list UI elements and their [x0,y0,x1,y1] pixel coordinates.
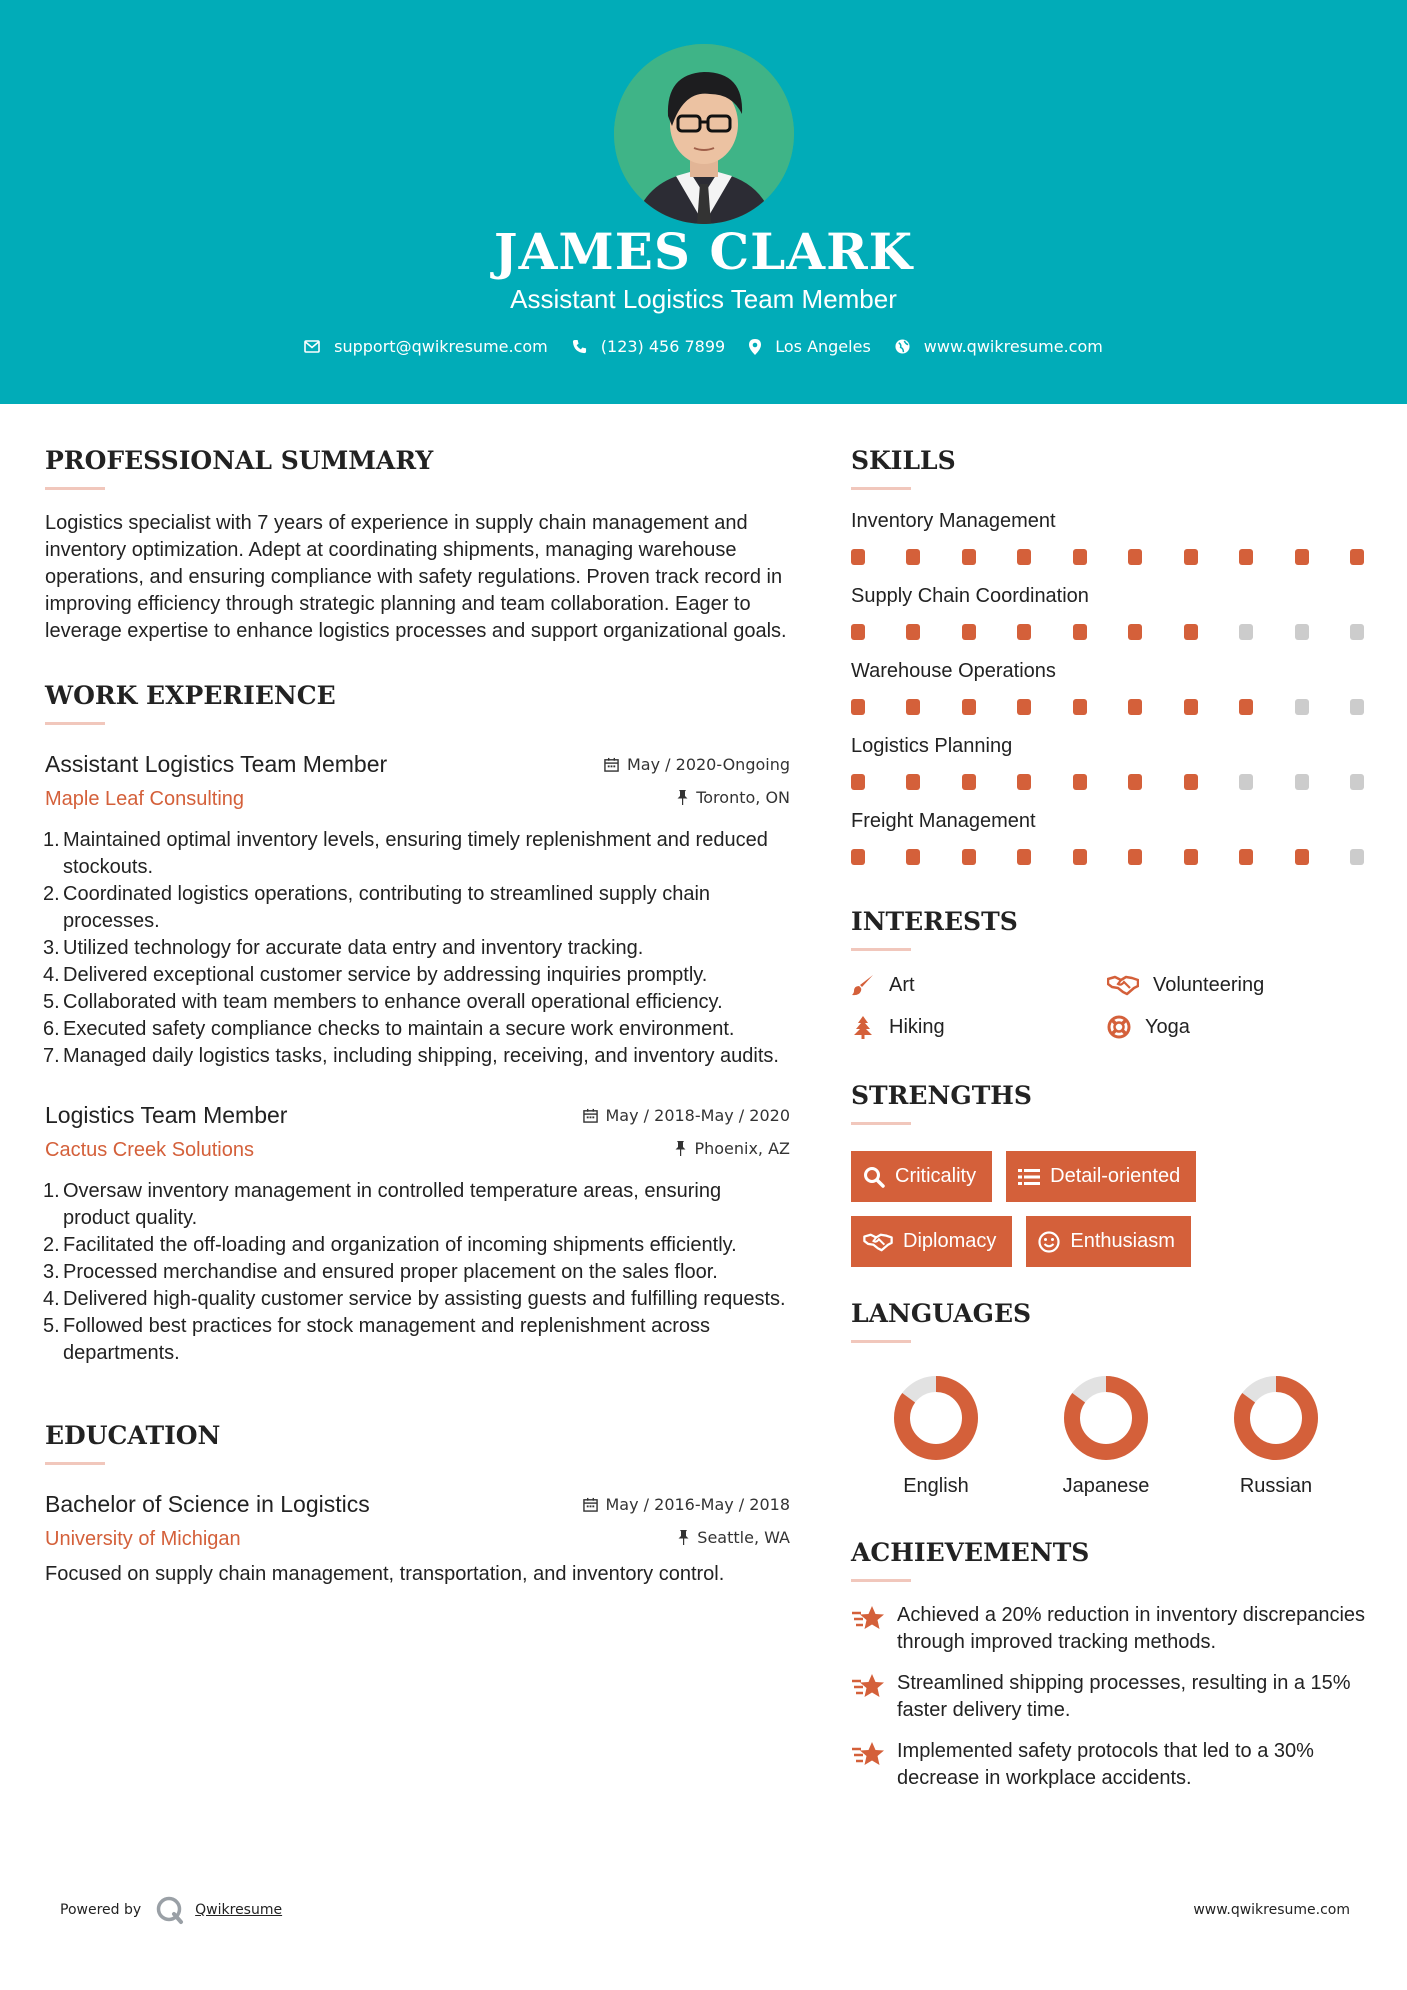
rating-dot-filled [1017,549,1031,565]
rating-dot-filled [1073,624,1087,640]
phone-icon [572,339,587,354]
contact-bar [0,337,1407,356]
shooting-star-icon [851,1672,885,1700]
rating-dot-filled [851,699,865,715]
rating-dot-filled [1017,849,1031,865]
strength-badge [851,1151,992,1202]
rating-dot-filled [962,549,976,565]
achievement-item [851,1670,1371,1724]
rating-dot-filled [1128,774,1142,790]
strength-badge [851,1216,1012,1267]
footer [60,1895,1350,1925]
rating-dot-filled [1128,624,1142,640]
section-underline [851,1122,911,1125]
job-date-text: May / 2020-Ongoing [627,755,790,774]
location-text: Los Angeles [775,337,871,356]
pushpin-icon [678,1530,689,1545]
education-description: Focused on supply chain management, transportation, and inventory control. [45,1563,725,1585]
list-item: Maintained optimal inventory levels, ensuring timely replenishment and reduced stockouts. [63,829,768,878]
rating-dot-filled [1017,624,1031,640]
summary-text: Logistics specialist with 7 years of experience in supply chain management and inventory optimization. Adept at coordinating shipments, managing warehouse operations, and ensuring compliance with safety regulations. Proven track record in improving efficiency through strategic planning and team collaboration. Eager to leverage expertise to enhance logistics processes and support organizational goals. [45,512,787,642]
interest-label: Volunteering [1153,973,1265,996]
list-item: Oversaw inventory management in controlled temperature areas, ensuring product quality. [63,1180,722,1229]
strength-badge [1026,1216,1191,1267]
education-location [678,1528,790,1547]
rating-dot-filled [1184,849,1198,865]
right-column [851,446,1371,1806]
contact-location [749,337,871,356]
job-location-text: Phoenix, AZ [694,1139,790,1158]
list-item: Collaborated with team members to enhance overall operational efficiency. [63,991,723,1013]
strengths-list [851,1151,1371,1281]
strength-label: Enthusiasm [1070,1230,1175,1252]
contact-phone[interactable] [572,337,725,356]
rating-dot-filled [906,624,920,640]
experience-heading: WORK EXPERIENCE [45,681,336,710]
handshake-icon [863,1232,893,1252]
list-item: Executed safety compliance checks to maintain a secure work environment. [63,1018,735,1040]
language-name: Russian [1239,1475,1313,1497]
degree: Bachelor of Science in Logistics [45,1491,370,1517]
job-date [583,1106,791,1125]
profile-photo [614,44,794,224]
rating-dot-filled [851,849,865,865]
strength-badge [1006,1151,1196,1202]
skill-item [851,510,1371,565]
job-location-text: Toronto, ON [696,788,790,807]
candidate-name: JAMES CLARK [493,222,914,281]
job-responsibilities [45,827,790,1070]
languages-list [851,1373,1371,1498]
powered-by-text: Powered by [60,1902,142,1918]
rating-dot-filled [1350,549,1364,565]
education-location-text: Seattle, WA [697,1528,790,1547]
website-text[interactable]: www.qwikresume.com [923,337,1103,356]
rating-dot-filled [1184,624,1198,640]
rating-dot-filled [1184,699,1198,715]
brand-link[interactable]: Qwikresume [195,1902,283,1918]
qwikresume-logo-icon [155,1895,185,1925]
section-underline [851,1340,911,1343]
job-responsibilities [45,1178,790,1367]
skill-name: Inventory Management [851,510,1056,532]
powered-by [60,1895,282,1925]
skill-rating [851,849,1364,865]
map-pin-icon [749,339,761,355]
list-item: Managed daily logistics tasks, including shipping, receiving, and inventory audits. [63,1045,779,1067]
job-date [604,755,790,774]
achievement-item [851,1602,1371,1656]
achievement-text: Achieved a 20% reduction in inventory discrepancies through improved tracking methods. [897,1604,1366,1653]
list-item: Delivered exceptional customer service by addressing inquiries promptly. [63,964,708,986]
list-item: Delivered high-quality customer service by assisting guests and fulfilling requests. [63,1288,786,1310]
interest-label: Art [889,973,915,996]
rating-dot-empty [1350,624,1364,640]
job-entry [45,751,790,1070]
rating-dot-filled [1128,549,1142,565]
shooting-star-icon [851,1740,885,1768]
list-icon [1018,1168,1040,1186]
skill-name: Warehouse Operations [851,660,1056,682]
rating-dot-filled [1073,699,1087,715]
rating-dot-filled [906,849,920,865]
language-donut [891,1373,981,1463]
skill-rating [851,774,1364,790]
language-item [1021,1373,1191,1498]
skill-name: Freight Management [851,810,1036,832]
rating-dot-filled [906,699,920,715]
rating-dot-filled [1017,699,1031,715]
list-item: Utilized technology for accurate data entry and inventory tracking. [63,937,644,959]
rating-dot-empty [1295,774,1309,790]
job-company: Cactus Creek Solutions [45,1139,254,1161]
skill-name: Logistics Planning [851,735,1013,757]
skill-item [851,660,1371,715]
phone-text[interactable]: (123) 456 7899 [600,337,726,356]
search-icon [863,1166,885,1188]
interest-label: Hiking [889,1015,945,1038]
education-heading: EDUCATION [45,1421,221,1450]
pushpin-icon [677,790,688,805]
rating-dot-filled [1017,774,1031,790]
strength-label: Criticality [895,1165,977,1187]
job-location [675,1139,790,1158]
job-role: Assistant Logistics Team Member [45,751,388,777]
achievement-text: Implemented safety protocols that led to a 30% decrease in workplace accidents. [897,1740,1314,1789]
rating-dot-filled [1073,849,1087,865]
rating-dot-filled [906,774,920,790]
envelope-icon [304,340,320,353]
skill-item [851,585,1371,640]
contact-email[interactable] [304,337,548,356]
strength-label: Detail-oriented [1050,1165,1181,1187]
rating-dot-filled [962,624,976,640]
rating-dot-filled [1239,849,1253,865]
rating-dot-filled [1239,699,1253,715]
candidate-title: Assistant Logistics Team Member [510,284,897,314]
calendar-icon [583,1108,598,1123]
shooting-star-icon [851,1604,885,1632]
education-entry [45,1491,790,1588]
rating-dot-filled [1239,549,1253,565]
language-donut [1061,1373,1151,1463]
email-text[interactable]: support@qwikresume.com [334,337,548,356]
job-location [677,788,790,807]
list-item: Coordinated logistics operations, contributing to streamlined supply chain processes. [63,883,711,932]
section-underline [45,722,105,725]
language-donut [1231,1373,1321,1463]
achievements-list [851,1602,1371,1792]
interest-item [1107,1015,1363,1039]
job-role: Logistics Team Member [45,1102,288,1128]
job-entry [45,1102,790,1367]
calendar-icon [583,1497,598,1512]
summary-heading: PROFESSIONAL SUMMARY [45,446,434,475]
rating-dot-filled [1184,549,1198,565]
strengths-heading: STRENGTHS [851,1081,1032,1110]
interest-item [1107,973,1363,997]
rating-dot-empty [1350,849,1364,865]
rating-dot-filled [906,549,920,565]
skills-heading: SKILLS [851,446,956,475]
contact-website[interactable] [895,337,1103,356]
section-underline [45,487,105,490]
rating-dot-filled [1128,849,1142,865]
interests-heading: INTERESTS [851,907,1018,936]
interest-item [851,1015,1107,1039]
rating-dot-empty [1239,774,1253,790]
handshake-icon [1107,974,1139,996]
rating-dot-filled [962,774,976,790]
rating-dot-filled [851,774,865,790]
rating-dot-empty [1350,699,1364,715]
section-underline [851,487,911,490]
rating-dot-filled [1295,549,1309,565]
rating-dot-empty [1295,624,1309,640]
lifering-icon [1107,1015,1131,1039]
skill-item [851,810,1371,865]
calendar-icon [604,757,619,772]
skill-name: Supply Chain Coordination [851,585,1089,607]
achievement-item [851,1738,1371,1792]
pushpin-icon [675,1141,686,1156]
job-company: Maple Leaf Consulting [45,788,245,810]
achievement-text: Streamlined shipping processes, resulting in a 15% faster delivery time. [897,1672,1351,1721]
rating-dot-filled [1073,774,1087,790]
language-item [851,1373,1021,1498]
smile-icon [1038,1231,1060,1253]
skill-item [851,735,1371,790]
rating-dot-filled [962,699,976,715]
globe-icon [895,339,910,354]
achievements-heading: ACHIEVEMENTS [851,1538,1090,1567]
skill-rating [851,549,1364,565]
avatar [614,44,794,224]
education-date [583,1495,791,1514]
rating-dot-filled [962,849,976,865]
rating-dot-filled [1128,699,1142,715]
education-date-text: May / 2016-May / 2018 [605,1495,790,1514]
rating-dot-empty [1239,624,1253,640]
school: University of Michigan [45,1528,241,1550]
skill-rating [851,624,1364,640]
rating-dot-filled [1073,549,1087,565]
interests-list [851,973,1371,1039]
skill-rating [851,699,1364,715]
rating-dot-filled [851,624,865,640]
list-item: Followed best practices for stock management and replenishment across departments. [63,1315,710,1364]
interest-item [851,973,1107,997]
language-item [1191,1373,1361,1498]
section-underline [851,948,911,951]
tree-icon [851,1015,875,1039]
job-date-text: May / 2018-May / 2020 [605,1106,790,1125]
strength-label: Diplomacy [903,1230,997,1252]
list-item: Processed merchandise and ensured proper placement on the sales floor. [63,1261,718,1283]
resume-header [0,0,1407,404]
paintbrush-icon [851,973,875,997]
footer-url[interactable]: www.qwikresume.com [1193,1902,1350,1918]
language-name: English [903,1475,969,1497]
language-name: Japanese [1062,1475,1150,1497]
rating-dot-empty [1295,699,1309,715]
skills-list [851,510,1371,865]
languages-heading: LANGUAGES [851,1299,1032,1328]
list-item: Facilitated the off-loading and organization of incoming shipments efficiently. [63,1234,737,1256]
rating-dot-empty [1350,774,1364,790]
rating-dot-filled [851,549,865,565]
section-underline [45,1462,105,1465]
section-underline [851,1579,911,1582]
rating-dot-filled [1184,774,1198,790]
rating-dot-filled [1295,849,1309,865]
interest-label: Yoga [1145,1015,1190,1038]
left-column [45,446,790,1588]
